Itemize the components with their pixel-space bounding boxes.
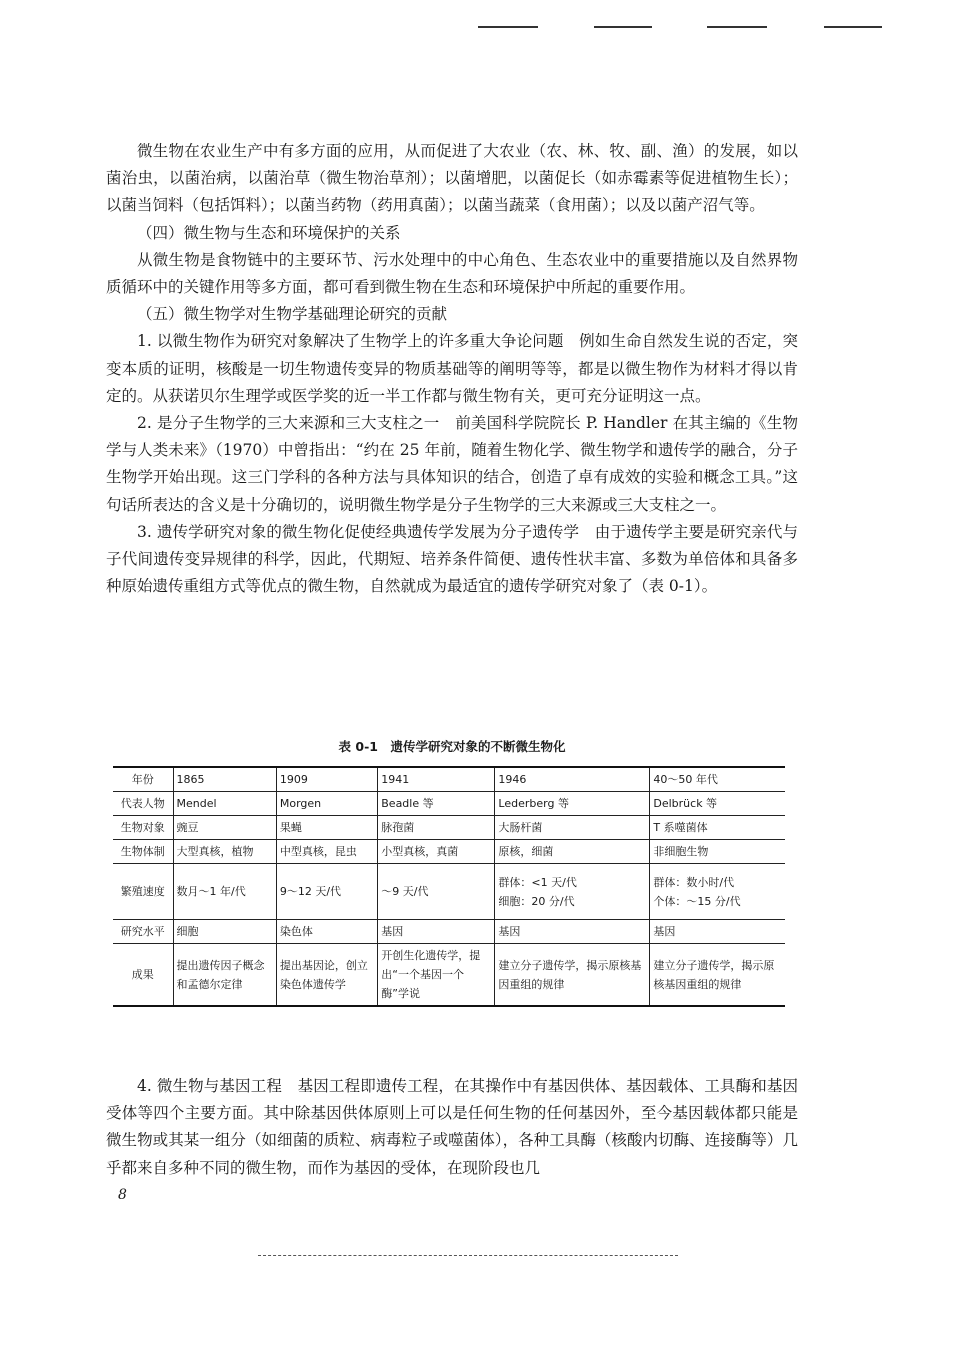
table-cell: 基因 (650, 920, 785, 944)
table-cell: 脉孢菌 (378, 816, 495, 840)
paragraph-agriculture: 微生物在农业生产中有多方面的应用，从而促进了大农业（农、林、牧、副、渔）的发展，如以菌治虫，以菌治病，以菌治草（微生物治草剂）；以菌增肥，以菌促长（如赤霉素等促进植物生长）；以菌当饲料（包括饵料）；以菌当药物（药用真菌）；以菌当蔬菜（食用菌）；以及以菌产沼气等。 (106, 142, 798, 215)
table-cell: 小型真核，真菌 (378, 840, 495, 864)
table-caption: 表 0-1 遗传学研究对象的不断微生物化 (338, 739, 566, 754)
section-heading-ecology: （四）微生物与生态和环境保护的关系 (137, 223, 401, 242)
table-cell: 原核，细菌 (495, 840, 650, 864)
table-cell: Lederberg 等 (495, 792, 650, 816)
paragraph-point-4: 4. 微生物与基因工程 基因工程即遗传工程，在其操作中有基因供体、基因载体、工具酶和基因受体等四个主要方面。其中除基因供体原则上可以是任何生物的任何基因外，至今基因载体都只能是微生物或其某一组分（如细菌的质粒、病毒粒子或噬菌体），各种工具酶（核酸内切酶、连接酶等）几乎都来自多种不同的微生物，而作为基因的受体，在现阶段也几 (106, 1077, 798, 1177)
table-cell: 1865 (173, 767, 276, 792)
table-cell: 群体：数小时/代 个体：～15 分/代 (650, 864, 785, 920)
table-cell: 群体：<1 天/代 细胞：20 分/代 (495, 864, 650, 920)
table-cell: Mendel (173, 792, 276, 816)
row-label: 研究水平 (113, 920, 173, 944)
table-cell: 9～12 天/代 (276, 864, 377, 920)
table-cell: 提出遗传因子概念和孟德尔定律 (173, 944, 276, 1007)
table-cell: 细胞 (173, 920, 276, 944)
paragraph-point-1: 1. 以微生物作为研究对象解决了生物学上的许多重大争论问题 例如生命自然发生说的否定，突变本质的证明，核酸是一切生物遗传变异的物质基础等的阐明等等，都是以微生物作为材料才得以肯定的。从获诺贝尔生理学或医学奖的近一半工作都与微生物有关，更可充分证明这一点。 (106, 332, 798, 405)
paragraph-point-2: 2. 是分子生物学的三大来源和三大支柱之一 前美国科学院院长 P. Handler 在其主编的《生物学与人类未来》（1970）中曾指出：“约在 25 年前，随着生物化学、微生物学和遗传学的融合，分子生物学开始出现。这三门学科的各种方法与具体知识的结合，创造了卓有成效的实验和概念工具。”这句话所表达的含义是十分确切的，说明微生物学是分子生物学的三大来源或三大支柱之一。 (106, 414, 798, 514)
paragraph-point-3: 3. 遗传学研究对象的微生物化促使经典遗传学发展为分子遗传学 由于遗传学主要是研究亲代与子代间遗传变异规律的科学，因此，代期短、培养条件简便、遗传性状丰富、多数为单倍体和具备多种原始遗传重组方式等优点的微生物，自然就成为最适宜的遗传学研究对象了（表 0-1）。 (106, 522, 798, 596)
page-number: 8 (118, 1187, 127, 1203)
table-cell: 提出基因论，创立染色体遗传学 (276, 944, 377, 1007)
table-cell: 40～50 年代 (650, 767, 785, 792)
header-rule (824, 26, 882, 28)
table-cell: 大型真核，植物 (173, 840, 276, 864)
table-cell: Beadle 等 (378, 792, 495, 816)
body-text-top (106, 138, 798, 600)
table-cell: 建立分子遗传学，揭示原核基因重组的规律 (650, 944, 785, 1007)
row-label: 生物体制 (113, 840, 173, 864)
table-cell: 1941 (378, 767, 495, 792)
table-cell: 开创生化遗传学，提出“一个基因一个酶”学说 (378, 944, 495, 1007)
row-label: 繁殖速度 (113, 864, 173, 920)
table-cell: 豌豆 (173, 816, 276, 840)
header-rule (478, 26, 538, 28)
table-row (113, 920, 785, 944)
table-row (113, 864, 785, 920)
table-cell: 大肠杆菌 (495, 816, 650, 840)
table-row (113, 767, 785, 792)
table-cell: 数月～1 年/代 (173, 864, 276, 920)
table-cell: Morgen (276, 792, 377, 816)
table-cell: 果蝇 (276, 816, 377, 840)
table-row (113, 816, 785, 840)
table-cell: ～9 天/代 (378, 864, 495, 920)
table-cell: 非细胞生物 (650, 840, 785, 864)
table-cell: 中型真核，昆虫 (276, 840, 377, 864)
row-label: 代表人物 (113, 792, 173, 816)
section-heading-theory: （五）微生物学对生物学基础理论研究的贡献 (137, 305, 448, 324)
table-cell: 建立分子遗传学，揭示原核基因重组的规律 (495, 944, 650, 1007)
row-label: 年份 (113, 767, 173, 792)
header-rule (594, 26, 652, 28)
table-cell: 基因 (378, 920, 495, 944)
paragraph-ecology: 从微生物是食物链中的主要环节、污水处理中的中心角色、生态农业中的重要措施以及自然界物质循环中的关键作用等多方面，都可看到微生物在生态和环境保护中所起的重要作用。 (106, 250, 798, 297)
table-cell: Delbrück 等 (650, 792, 785, 816)
table-cell: 基因 (495, 920, 650, 944)
genetics-table (113, 766, 785, 1007)
footer-rule (258, 1255, 678, 1257)
row-label: 生物对象 (113, 816, 173, 840)
table-cell: 1909 (276, 767, 377, 792)
body-text-bottom (106, 1073, 798, 1182)
table-cell: T 系噬菌体 (650, 816, 785, 840)
header-rule (707, 26, 767, 28)
row-label: 成果 (113, 944, 173, 1007)
table-row (113, 840, 785, 864)
table-cell: 染色体 (276, 920, 377, 944)
table-row (113, 944, 785, 1007)
table-cell: 1946 (495, 767, 650, 792)
table-row (113, 792, 785, 816)
